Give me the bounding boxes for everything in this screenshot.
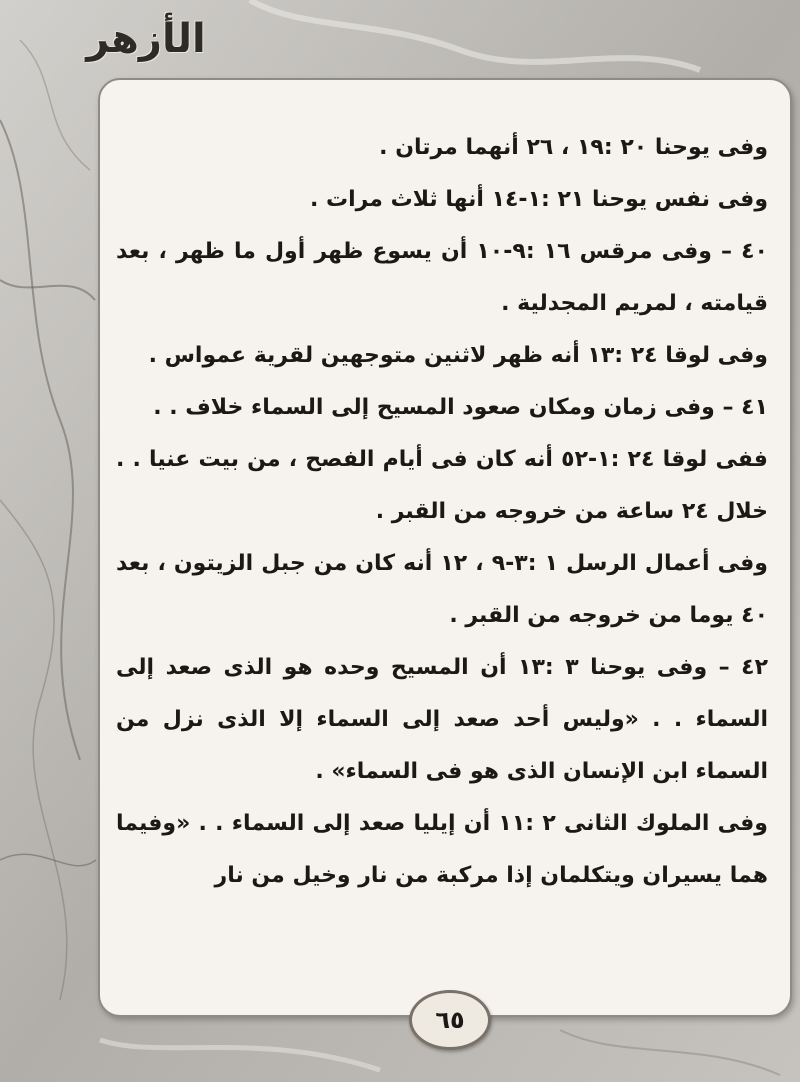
paragraph: وفى يوحنا ٢٠ :١٩ ، ٢٦ أنهما مرتان .	[379, 135, 768, 160]
page-body	[116, 122, 768, 902]
paragraph: وفى أعمال الرسل ١ :٣-٩ ، ١٢ أنه كان من جبل الزيتون ، بعد ٤٠ يوما من خروجه من القبر .	[116, 551, 768, 628]
logo-text: الأزهر	[86, 16, 206, 62]
paragraph: وفى نفس يوحنا ٢١ :١-١٤ أنها ثلاث مرات .	[309, 187, 768, 212]
paragraph: وفى لوقا ٢٤ :١٣ أنه ظهر لاثنين متوجهين لقرية عمواس .	[148, 343, 768, 368]
paragraph: ٤١ – وفى زمان ومكان صعود المسيح إلى السماء خلاف . .	[153, 395, 768, 420]
text-panel	[98, 78, 792, 1017]
paragraph: ٤٠ – وفى مرقس ١٦ :٩-١٠ أن يسوع ظهر أول ما ظهر ، بعد قيامته ، لمريم المجدلية .	[116, 239, 768, 316]
paragraph: وفى الملوك الثانى ٢ :١١ أن إيليا صعد إلى السماء . . «وفيما هما يسيران ويتكلمان إذا مركبة من نار وخيل من نار	[116, 811, 768, 888]
paragraph: ففى لوقا ٢٤ :١-٥٢ أنه كان فى أيام الفصح ، من بيت عنيا . . خلال ٢٤ ساعة من خروجه من القبر .	[116, 447, 768, 524]
page-number: ٦٥	[409, 990, 491, 1050]
paragraph: ٤٢ – وفى يوحنا ٣ :١٣ أن المسيح وحده هو الذى صعد إلى السماء . . «وليس أحد صعد إلى السماء إلا الذى نزل من السماء ابن الإنسان الذى هو فى السماء» .	[116, 655, 768, 784]
publisher-logo	[86, 8, 206, 70]
